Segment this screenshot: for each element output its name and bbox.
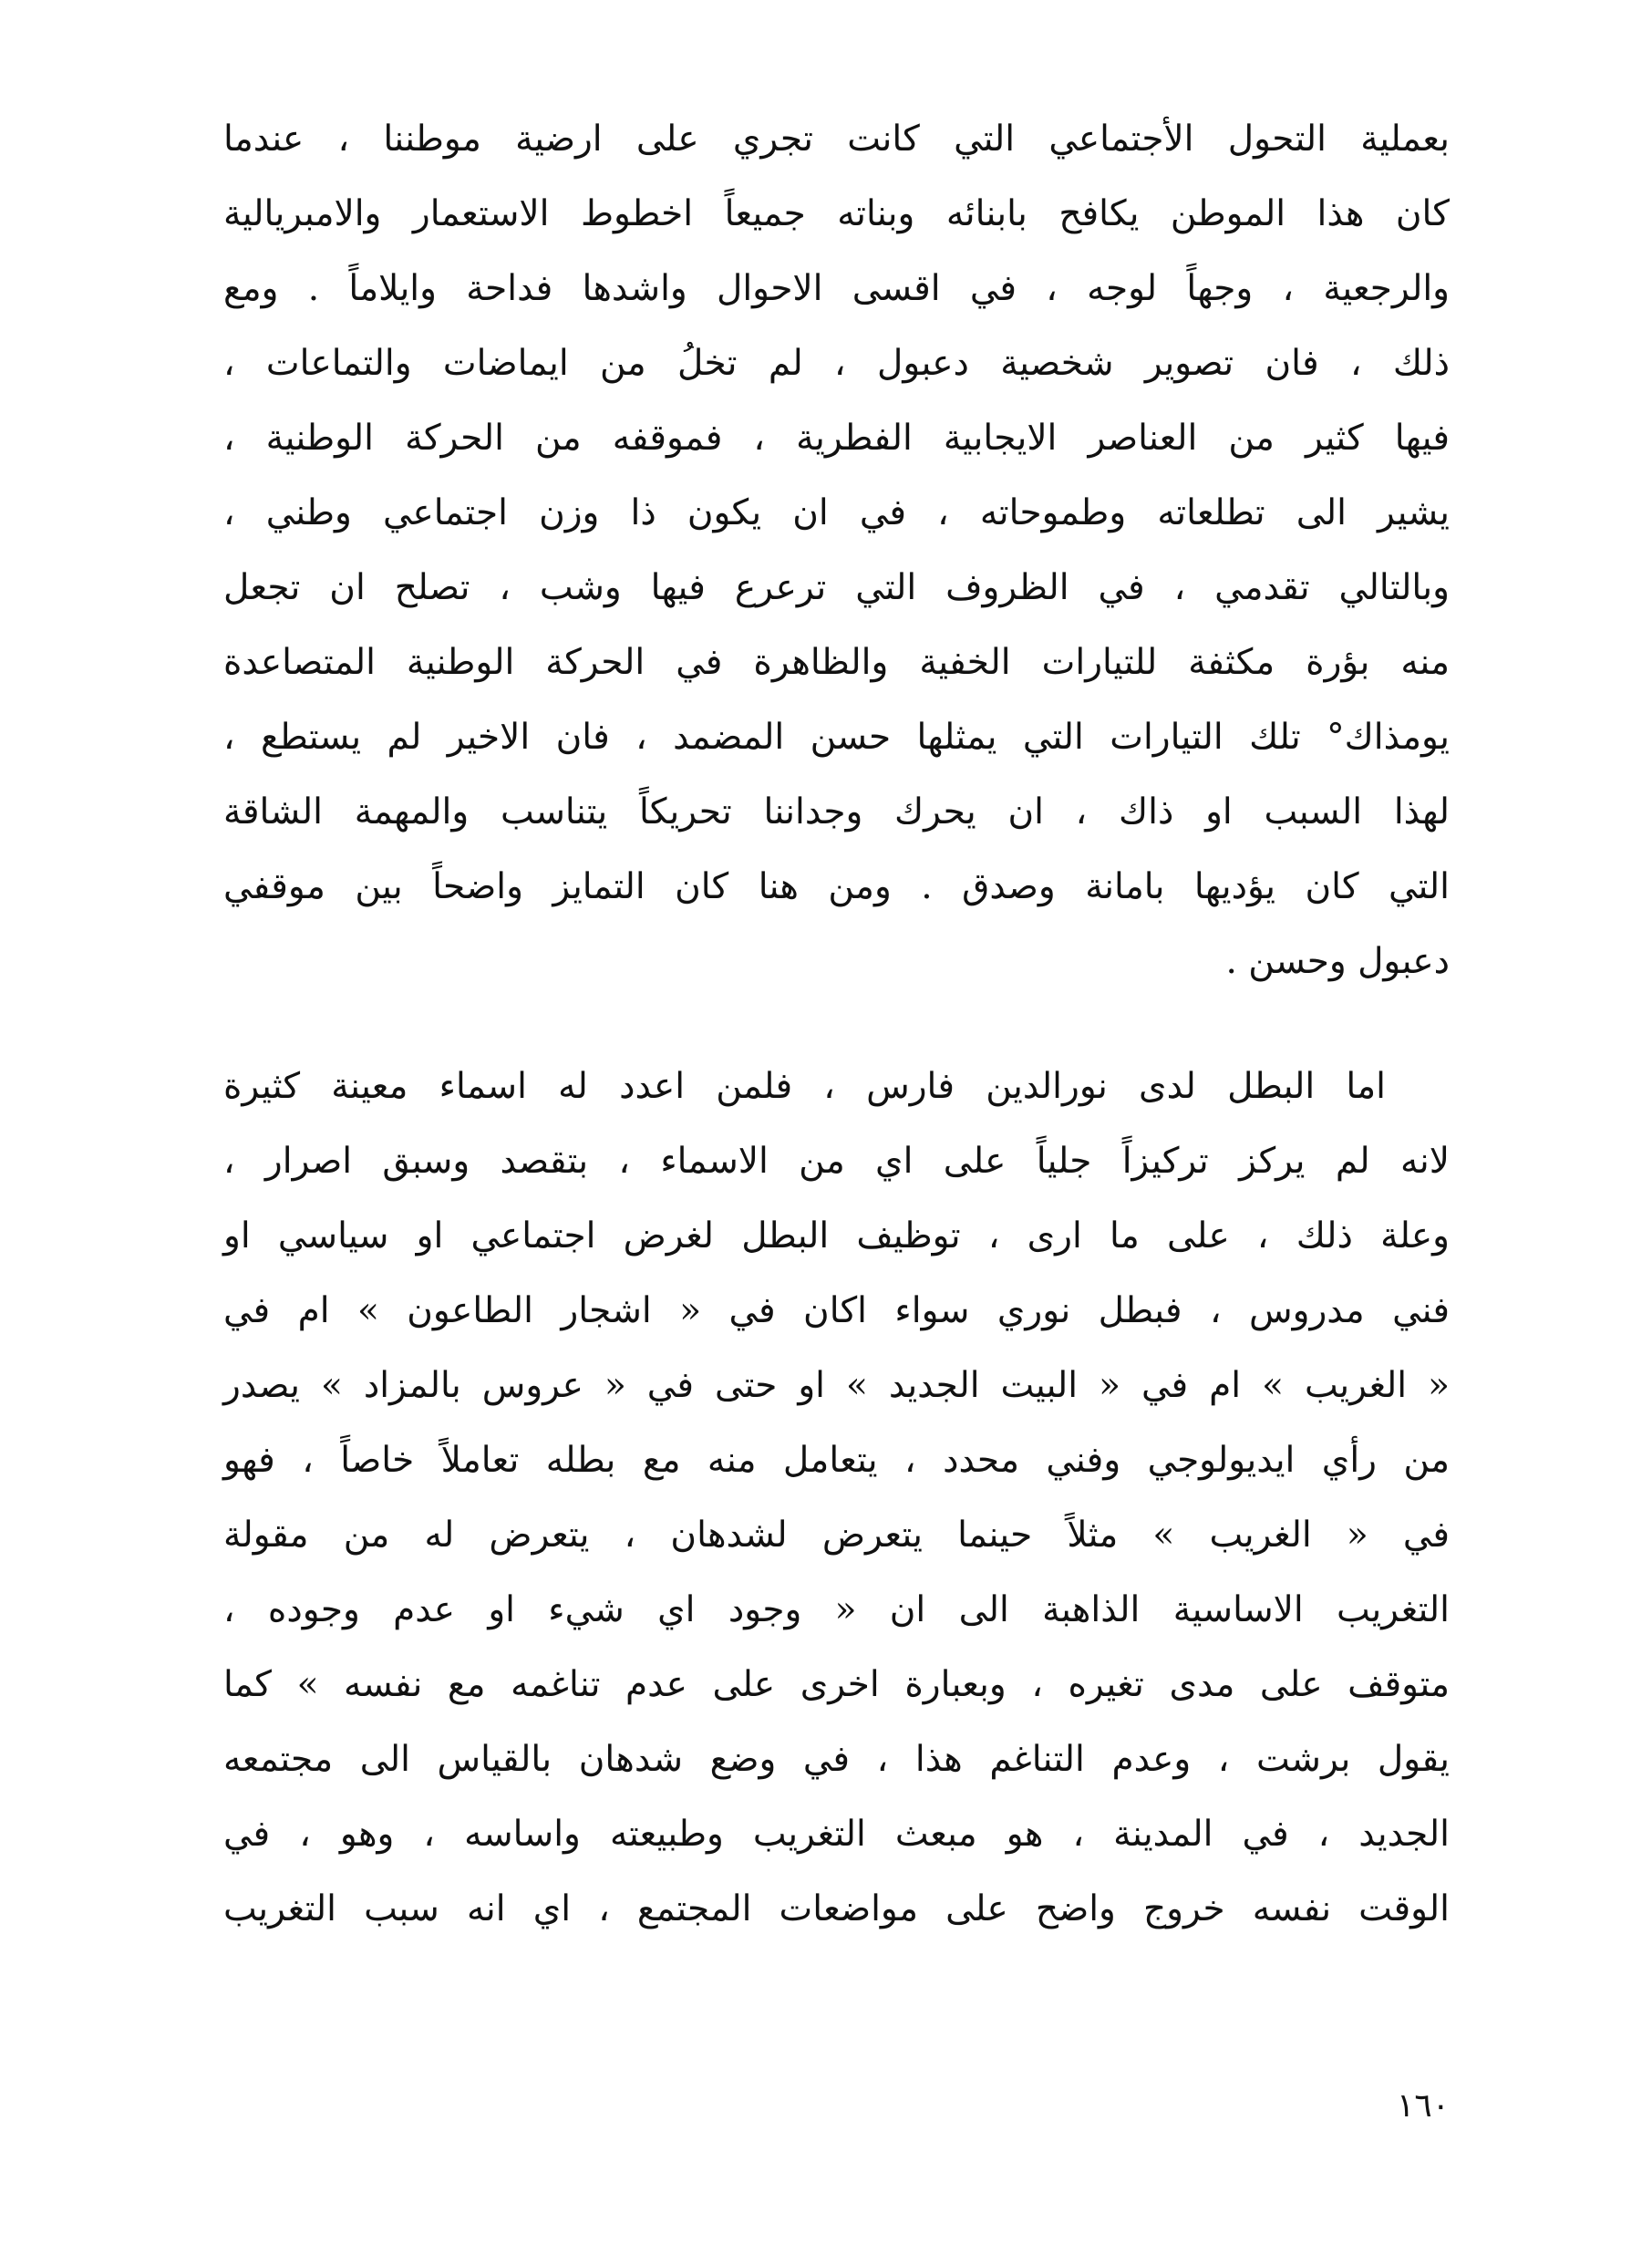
text-line: التي كان يؤديها بامانة وصدق . ومن هنا كان التمايز واضحاً بين موقفي	[223, 866, 1450, 907]
text-line: وبالتالي تقدمي ، في الظروف التي ترعرع فيها وشب ، تصلح ان تجعل	[223, 567, 1450, 608]
text-line: ذلك ، فان تصوير شخصية دعبول ، لم تخلُ من ايماضات والتماعات ،	[223, 343, 1450, 384]
text-line: لهذا السبب او ذاك ، ان يحرك وجداننا تحريكاً يتناسب والمهمة الشاقة	[223, 791, 1450, 833]
text-line: اما البطل لدى نورالدين فارس ، فلمن اعدد له اسماء معينة كثيرة	[223, 1066, 1386, 1107]
text-line: دعبول وحسن .	[1225, 941, 1450, 982]
text-line: فيها كثير من العناصر الايجابية الفطرية ، فموقفه من الحركة الوطنية ،	[223, 418, 1450, 459]
text-line: « الغريب » ام في « البيت الجديد » او حتى في « عروس بالمزاد » يصدر	[223, 1365, 1450, 1406]
page-number: ١٦٠	[1396, 2087, 1450, 2125]
paragraph-1	[223, 102, 1450, 999]
text-line: يشير الى تطلعاته وطموحاته ، في ان يكون ذا وزن اجتماعي وطني ،	[223, 492, 1450, 533]
text-line: من رأي ايديولوجي وفني محدد ، يتعامل منه مع بطله تعاملاً خاصاً ، فهو	[223, 1440, 1450, 1481]
text-line: في « الغريب » مثلاً حينما يتعرض لشدهان ، يتعرض له من مقولة	[223, 1515, 1450, 1556]
paragraph-2	[223, 1050, 1450, 1947]
text-line: بعملية التحول الأجتماعي التي كانت تجري على ارضية موطننا ، عندما	[223, 119, 1450, 160]
text-line: وعلة ذلك ، على ما ارى ، توظيف البطل لغرض اجتماعي او سياسي او	[223, 1215, 1450, 1257]
text-line: لانه لم يركز تركيزاً جلياً على اي من الاسماء ، بتقصد وسبق اصرار ،	[223, 1141, 1451, 1182]
text-line: الوقت نفسه خروج واضح على مواضعات المجتمع ، اي انه سبب التغريب	[223, 1888, 1450, 1929]
text-line: متوقف على مدى تغيره ، وبعبارة اخرى على عدم تناغمه مع نفسه » كما	[223, 1664, 1450, 1705]
text-line: منه بؤرة مكثفة للتيارات الخفية والظاهرة في الحركة الوطنية المتصاعدة	[223, 642, 1450, 683]
text-line: يومذاك° تلك التيارات التي يمثلها حسن المضمد ، فان الاخير لم يستطع ،	[223, 717, 1450, 758]
text-line: والرجعية ، وجهاً لوجه ، في اقسى الاحوال واشدها فداحة وايلاماً . ومع	[223, 268, 1450, 309]
text-line: فني مدروس ، فبطل نوري سواء اكان في « اشجار الطاعون » ام في	[223, 1290, 1450, 1331]
text-line: التغريب الاساسية الذاهبة الى ان « وجود اي شيء او عدم وجوده ،	[223, 1589, 1450, 1630]
text-line: يقول برشت ، وعدم التناغم هذا ، في وضع شدهان بالقياس الى مجتمعه	[223, 1739, 1450, 1780]
text-line: كان هذا الموطن يكافح بابنائه وبناته جميعاً اخطوط الاستعمار والامبريالية	[223, 193, 1450, 234]
text-line: الجديد ، في المدينة ، هو مبعث التغريب وطبيعته واساسه ، وهو ، في	[223, 1814, 1450, 1855]
